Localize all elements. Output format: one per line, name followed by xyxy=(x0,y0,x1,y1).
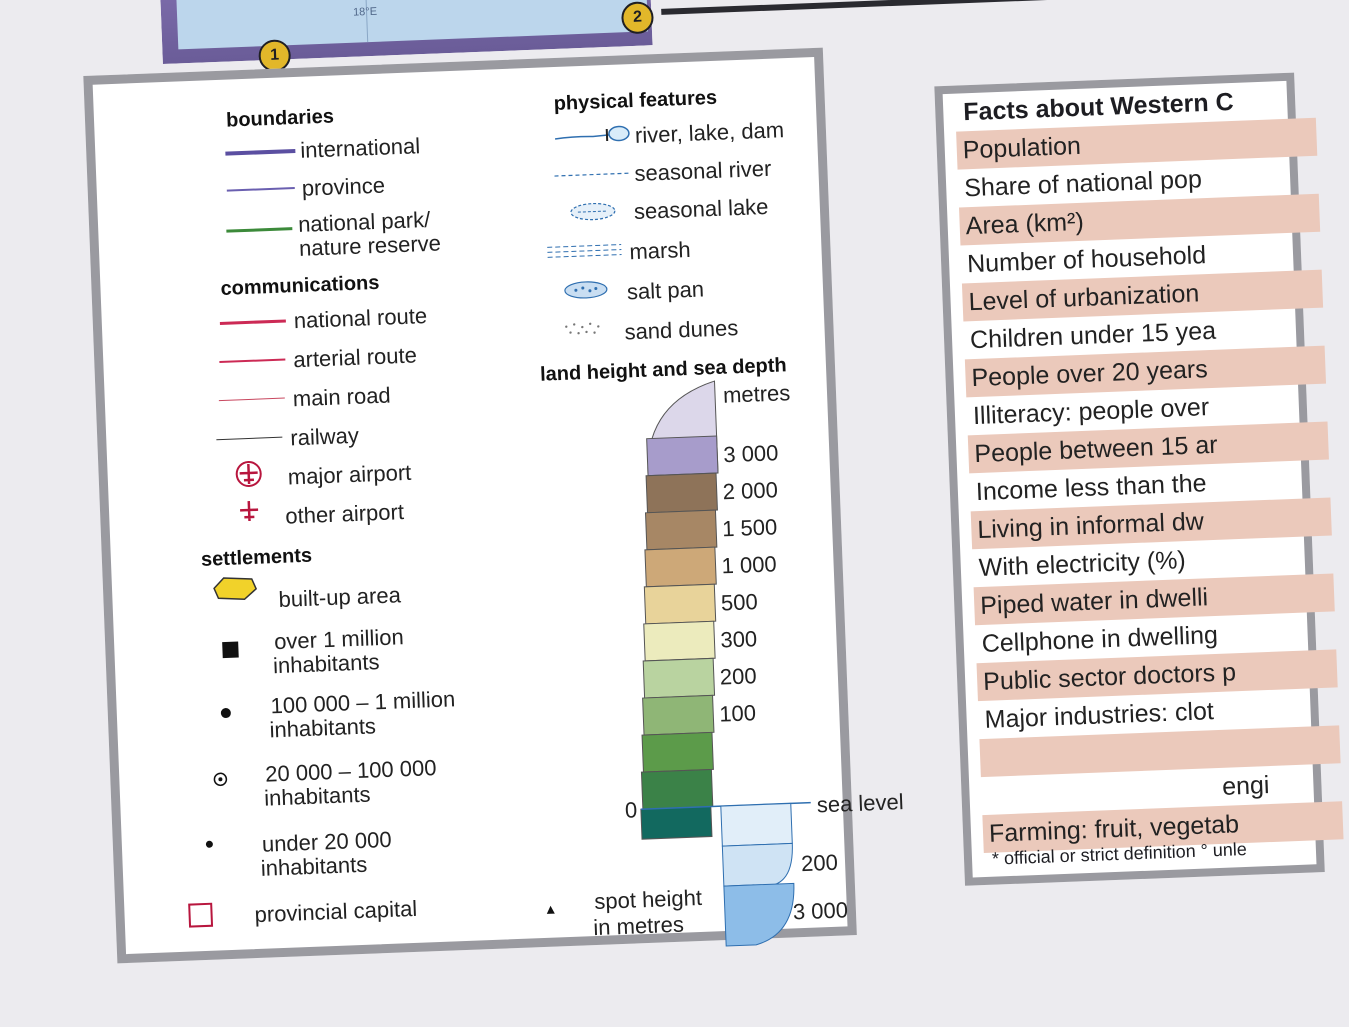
dot-icon xyxy=(221,708,231,718)
national-park-swatch xyxy=(226,227,292,233)
20k-100k-label-1: 20 000 – 100 000 xyxy=(264,755,437,787)
100k-1m-label-1: 100 000 – 1 million xyxy=(270,686,456,719)
ramp-band xyxy=(642,732,713,772)
railway-label: railway xyxy=(289,422,360,451)
ramp-band xyxy=(645,547,716,587)
sand-dunes-icon xyxy=(558,317,609,341)
sea-band xyxy=(721,803,792,846)
facts-row: Population xyxy=(956,118,1317,170)
salt-pan-icon xyxy=(560,277,611,303)
facts-row: Living in informal dw xyxy=(971,497,1332,549)
zero-label: 0 xyxy=(624,797,638,823)
ramp-level-label: 2 000 xyxy=(722,477,779,505)
settlements-heading: settlements xyxy=(200,544,313,571)
small-dot-icon xyxy=(206,841,213,848)
communications-heading: communications xyxy=(220,271,380,300)
facts-row: Share of national pop xyxy=(963,165,1203,203)
under-20k-label-2: inhabitants xyxy=(260,851,368,881)
ramp-level-label: 1 000 xyxy=(721,551,778,579)
ramp-band xyxy=(641,769,712,809)
province-boundary-label: province xyxy=(301,172,386,201)
national-route-swatch xyxy=(220,319,286,325)
facts-row: Income less than the xyxy=(975,469,1208,507)
spot-height-label-1: spot height xyxy=(593,884,703,915)
seasonal-lake-icon xyxy=(567,199,618,225)
ramp-band xyxy=(641,807,712,840)
airport-minor-icon xyxy=(237,499,262,524)
sea-depth-label: 200 xyxy=(800,849,839,877)
ramp-band xyxy=(647,436,718,476)
physical-features-heading: physical features xyxy=(553,86,718,116)
grid-marker-2: 2 xyxy=(621,1,654,34)
national-park-label-2: nature reserve xyxy=(298,230,442,261)
facts-row: Children under 15 yea xyxy=(969,316,1217,355)
ramp-level-label: 200 xyxy=(719,663,758,690)
sea-band xyxy=(724,883,796,946)
facts-row: Piped water in dwelli xyxy=(974,573,1335,625)
facts-panel xyxy=(934,73,1324,886)
100k-1m-label-2: inhabitants xyxy=(269,713,377,743)
facts-title: Facts about Western C xyxy=(962,87,1235,127)
facts-row: Level of urbanization xyxy=(962,270,1323,322)
ramp-band xyxy=(644,621,715,661)
ramp-level-label: 1 500 xyxy=(721,514,778,542)
spot-height-icon xyxy=(544,904,556,916)
ramp-level-label: 500 xyxy=(720,589,759,616)
national-route-label: national route xyxy=(293,303,428,334)
ramp-level-label: 300 xyxy=(719,626,758,653)
facts-row: With electricity (%) xyxy=(978,546,1187,583)
grid-marker-1: 1 xyxy=(258,39,291,72)
national-park-label-1: national park/ xyxy=(297,206,431,237)
facts-row: Public sector doctors p xyxy=(977,649,1338,701)
other-airport-label: other airport xyxy=(284,499,405,529)
marsh-label: marsh xyxy=(628,236,692,265)
open-square-icon xyxy=(188,903,213,928)
ramp-level-label: 3 000 xyxy=(722,440,779,468)
international-boundary-swatch xyxy=(225,149,295,156)
main-road-label: main road xyxy=(292,382,392,412)
marsh-icon xyxy=(545,240,626,261)
meridian-label: 18°E xyxy=(352,5,378,19)
airport-major-icon xyxy=(233,458,264,489)
square-icon xyxy=(222,642,239,659)
facts-row: People between 15 ar xyxy=(968,422,1329,474)
ring-dot-icon xyxy=(211,770,230,789)
seasonal-river-icon xyxy=(552,168,632,181)
spot-height-label-2: in metres xyxy=(592,911,685,941)
map-legend xyxy=(83,48,905,964)
river-lake-dam-label: river, lake, dam xyxy=(634,117,785,148)
facts-row: Cellphone in dwelling xyxy=(981,620,1219,658)
sea-band xyxy=(722,843,794,887)
height-depth-heading: land height and sea depth xyxy=(539,354,788,386)
under-20k-label-1: under 20 000 xyxy=(261,826,392,857)
international-boundary-label: international xyxy=(299,133,421,163)
facts-row: Number of household xyxy=(966,241,1207,279)
over-1-million-label-1: over 1 million xyxy=(273,624,405,655)
facts-row: Major industries: clot xyxy=(984,697,1215,734)
sea-depth-label: 3 000 xyxy=(792,897,849,925)
facts-row: Area (km²) xyxy=(959,194,1320,246)
ramp-band xyxy=(643,695,714,735)
built-up-area-label: built-up area xyxy=(278,582,402,612)
ramp-band xyxy=(644,584,715,624)
salt-pan-label: salt pan xyxy=(626,276,705,305)
map-edge-line xyxy=(661,0,1201,15)
arterial-route-swatch xyxy=(219,359,285,364)
arterial-route-label: arterial route xyxy=(292,342,418,373)
height-depth-ramp xyxy=(505,377,905,925)
20k-100k-label-2: inhabitants xyxy=(263,781,371,811)
ramp-band xyxy=(645,510,716,550)
province-boundary-swatch xyxy=(227,187,295,192)
ramp-level-label: 100 xyxy=(718,700,757,727)
facts-row: Farming: fruit, vegetab xyxy=(982,801,1343,853)
built-up-area-icon xyxy=(208,573,261,605)
seasonal-lake-label: seasonal lake xyxy=(633,193,769,225)
sea-level-label: sea level xyxy=(816,789,905,818)
facts-footnote: * official or strict definition ° unle xyxy=(991,838,1248,869)
seasonal-river-label: seasonal river xyxy=(633,155,772,186)
facts-row: Illiteracy: people over xyxy=(972,393,1210,431)
ramp-unit-label: metres xyxy=(722,380,791,408)
major-airport-label: major airport xyxy=(287,459,412,490)
facts-row: People over 20 years xyxy=(965,346,1326,398)
railway-swatch xyxy=(216,437,282,441)
ramp-band xyxy=(646,473,717,513)
river-lake-dam-icon xyxy=(553,122,634,149)
provincial-capital-label: provincial capital xyxy=(254,895,418,928)
ramp-band xyxy=(643,658,714,698)
boundaries-heading: boundaries xyxy=(225,105,335,132)
main-road-swatch xyxy=(219,398,285,402)
sand-dunes-label: sand dunes xyxy=(624,315,739,345)
facts-row: engi xyxy=(1221,771,1270,801)
over-1-million-label-2: inhabitants xyxy=(272,649,380,679)
